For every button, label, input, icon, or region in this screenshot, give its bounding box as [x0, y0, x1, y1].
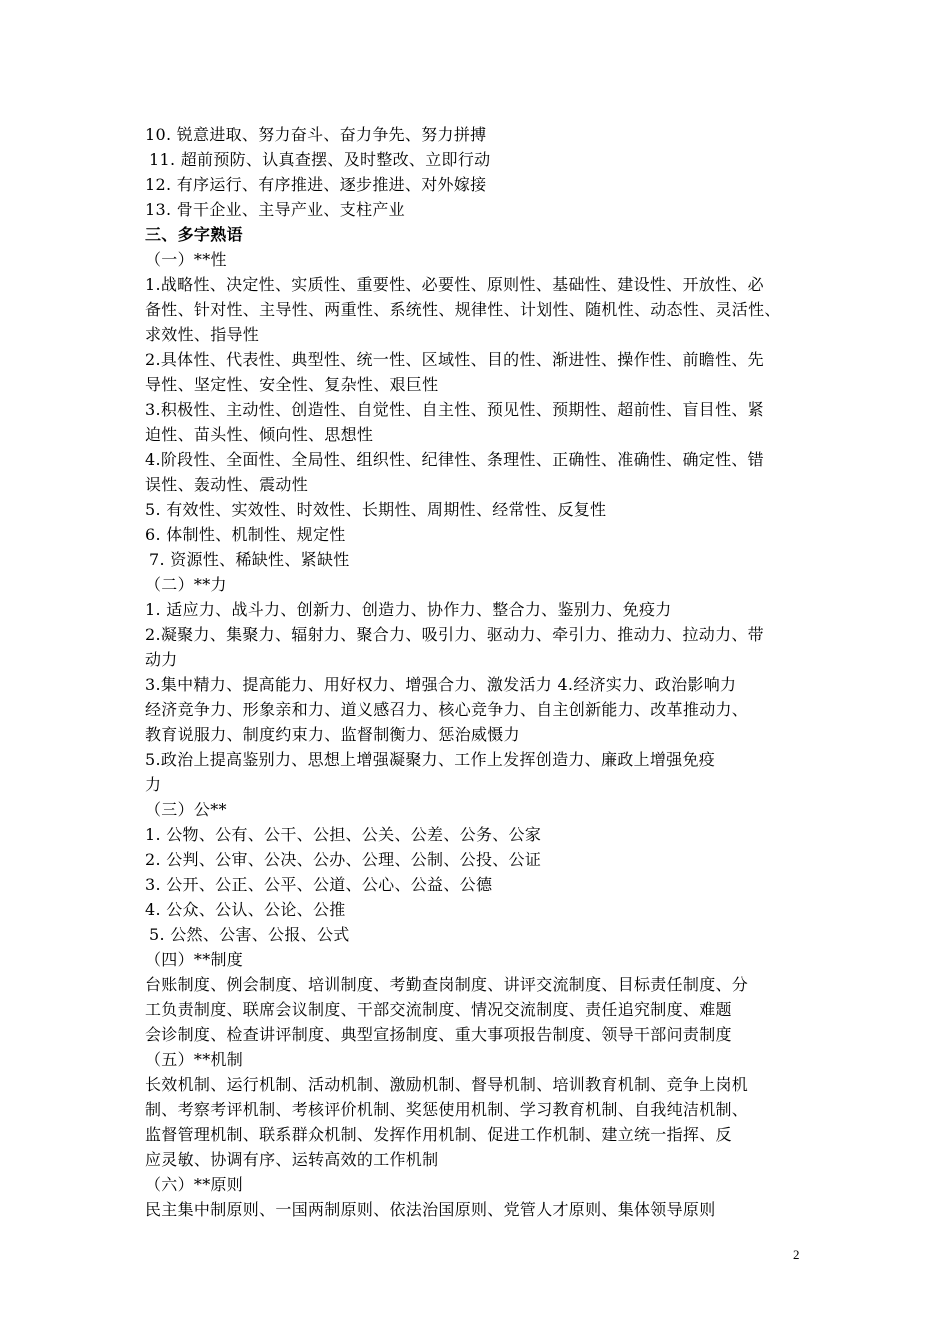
text-line: 误性、轰动性、震动性 [145, 475, 309, 494]
text-line: 台账制度、例会制度、培训制度、考勤查岗制度、讲评交流制度、目标责任制度、分 [145, 975, 749, 994]
text-line: 会诊制度、检查讲评制度、典型宣扬制度、重大事项报告制度、领导干部问责制度 [145, 1025, 732, 1044]
text-line: （五）**机制 [145, 1050, 244, 1069]
text-line: 5. 有效性、实效性、时效性、长期性、周期性、经常性、反复性 [145, 500, 607, 519]
text-line: 13. 骨干企业、主导产业、支柱产业 [145, 200, 405, 219]
text-line: 经济竞争力、形象亲和力、道义感召力、核心竞争力、自主创新能力、改革推动力、 [145, 700, 749, 719]
text-line: （四）**制度 [145, 950, 244, 969]
text-line: 5. 公然、公害、公报、公式 [149, 925, 350, 944]
text-line: 7. 资源性、稀缺性、紧缺性 [149, 550, 350, 569]
text-line: 1. 适应力、战斗力、创新力、创造力、协作力、整合力、鉴别力、免疫力 [145, 600, 672, 619]
text-line: 监督管理机制、联系群众机制、发挥作用机制、促进工作机制、建立统一指挥、反 [145, 1125, 732, 1144]
text-line: 5.政治上提高鉴别力、思想上增强凝聚力、工作上发挥创造力、廉政上增强免疫 [145, 750, 716, 769]
text-line: 11. 超前预防、认真查摆、及时整改、立即行动 [149, 150, 491, 169]
text-line: （二）**力 [145, 575, 227, 594]
text-line: 备性、针对性、主导性、两重性、系统性、规律性、计划性、随机性、动态性、灵活性、 [145, 300, 781, 319]
text-line: 1.战略性、决定性、实质性、重要性、必要性、原则性、基础性、建设性、开放性、必 [145, 275, 764, 294]
text-line: 3. 公开、公正、公平、公道、公心、公益、公德 [145, 875, 493, 894]
text-line: 力 [145, 775, 162, 794]
text-line: 1. 公物、公有、公干、公担、公关、公差、公务、公家 [145, 825, 542, 844]
text-line: 求效性、指导性 [145, 325, 260, 344]
text-line: 4.阶段性、全面性、全局性、组织性、纪律性、条理性、正确性、准确性、确定性、错 [145, 450, 764, 469]
page-number: 2 [793, 1247, 800, 1262]
text-line: 10. 锐意进取、努力奋斗、奋力争先、努力拼搏 [145, 125, 487, 144]
text-line: 动力 [145, 650, 178, 669]
text-line: 2.凝聚力、集聚力、辐射力、聚合力、吸引力、驱动力、牵引力、推动力、拉动力、带 [145, 625, 764, 644]
text-line: 6. 体制性、机制性、规定性 [145, 525, 346, 544]
text-line: 3.积极性、主动性、创造性、自觉性、自主性、预见性、预期性、超前性、盲目性、紧 [145, 400, 764, 419]
text-line: （六）**原则 [145, 1175, 244, 1194]
document-body [145, 122, 825, 1222]
section-heading: 三、多字熟语 [145, 225, 243, 244]
text-line: （三）公** [145, 800, 227, 819]
text-line: 12. 有序运行、有序推进、逐步推进、对外嫁接 [145, 175, 487, 194]
text-line: 长效机制、运行机制、活动机制、激励机制、督导机制、培训教育机制、竞争上岗机 [145, 1075, 749, 1094]
text-line: （一）**性 [145, 250, 227, 269]
text-line: 导性、坚定性、安全性、复杂性、艰巨性 [145, 375, 439, 394]
text-line: 3.集中精力、提高能力、用好权力、增强合力、激发活力 4.经济实力、政治影响力 [145, 675, 737, 694]
text-line: 4. 公众、公认、公论、公推 [145, 900, 346, 919]
text-line: 迫性、苗头性、倾向性、思想性 [145, 425, 374, 444]
text-line: 2. 公判、公审、公决、公办、公理、公制、公投、公证 [145, 850, 542, 869]
text-line: 教育说服力、制度约束力、监督制衡力、惩治威慑力 [145, 725, 520, 744]
text-line: 民主集中制原则、一国两制原则、依法治国原则、党管人才原则、集体领导原则 [145, 1200, 716, 1219]
text-line: 工负责制度、联席会议制度、干部交流制度、情况交流制度、责任追究制度、难题 [145, 1000, 732, 1019]
text-line: 2.具体性、代表性、典型性、统一性、区域性、目的性、渐进性、操作性、前瞻性、先 [145, 350, 764, 369]
text-line: 制、考察考评机制、考核评价机制、奖惩使用机制、学习教育机制、自我纯洁机制、 [145, 1100, 749, 1119]
text-line: 应灵敏、协调有序、运转高效的工作机制 [145, 1150, 439, 1169]
